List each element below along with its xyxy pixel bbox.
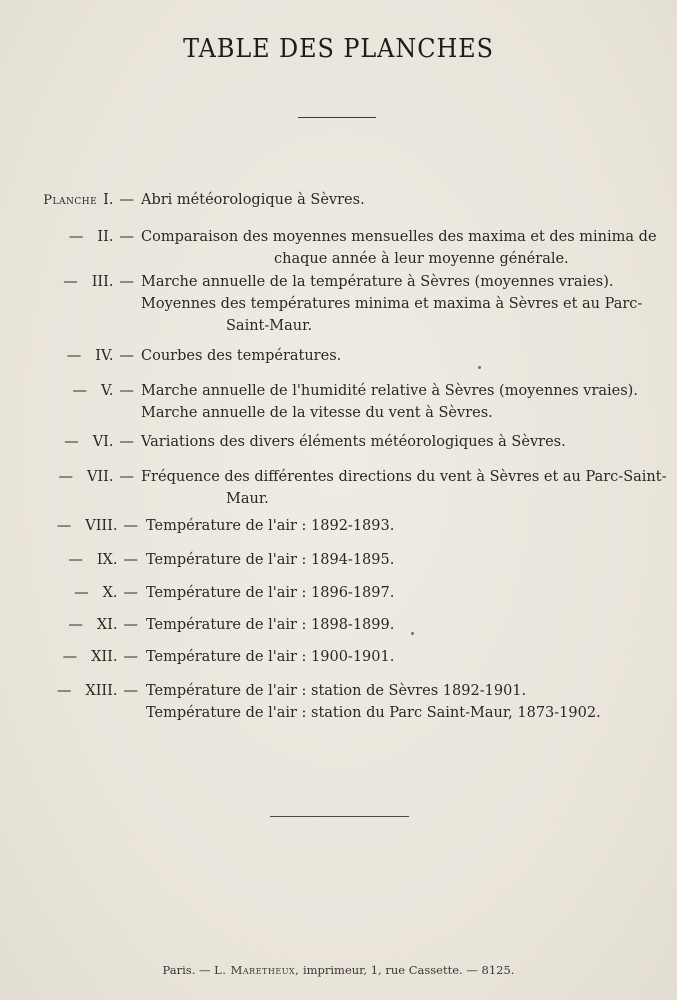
plate-label [58, 466, 134, 488]
plate-numeral: VI. [92, 434, 114, 450]
plate-separator: — [123, 617, 138, 633]
paper-speck [411, 632, 414, 635]
plate-description [146, 680, 666, 724]
plate-label [69, 226, 134, 248]
plate-prefix: — [68, 617, 83, 633]
plate-numeral: IX. [96, 552, 118, 568]
plate-separator: — [119, 434, 134, 450]
plate-prefix: — [66, 348, 82, 364]
plate-prefix: — [56, 518, 72, 534]
plate-description [146, 614, 666, 636]
plate-label [67, 345, 134, 367]
footer-printer: L. Maretheux, [214, 963, 300, 977]
plate-numeral: II. [97, 229, 114, 245]
plate-separator: — [123, 649, 138, 665]
plate-description [146, 549, 666, 571]
plate-numeral: X. [102, 585, 118, 601]
title-divider [298, 117, 376, 118]
description-line: Moyennes des températures minima et maxima à Sèvres et au Parc- [141, 296, 643, 312]
description-line: Marche annuelle de la vitesse du vent à Sèvres. [141, 405, 493, 421]
description-line: Comparaison des moyennes mensuelles des maxima et des minima de [141, 229, 657, 245]
plate-numeral: XI. [96, 617, 118, 633]
plate-numeral: III. [91, 274, 114, 290]
plate-separator: — [119, 383, 134, 399]
description-line: Température de l'air : 1900-1901. [146, 649, 395, 665]
plate-separator: — [123, 585, 138, 601]
plate-description [141, 380, 661, 424]
description-line: Température de l'air : station de Sèvres 1892-1901. [146, 683, 527, 699]
plate-description [141, 271, 661, 337]
plate-label [72, 380, 134, 402]
plate-label [74, 582, 138, 604]
plate-label [43, 189, 134, 212]
plate-separator: — [119, 348, 134, 364]
footer-city: Paris. [162, 963, 196, 977]
plate-separator: — [123, 552, 138, 568]
plate-separator: — [123, 683, 138, 699]
plate-description [141, 431, 661, 453]
plate-prefix: — [56, 683, 72, 699]
plate-description [141, 345, 661, 367]
plate-numeral: VIII. [85, 518, 118, 534]
paper-speck [478, 366, 481, 369]
plate-label [57, 680, 138, 702]
description-line: Variations des divers éléments météorologiques à Sèvres. [141, 434, 566, 450]
page-title: TABLE DES PLANCHES [183, 34, 494, 64]
plate-prefix: — [58, 469, 73, 485]
plate-separator: — [119, 229, 134, 245]
footer-sep-1: — [199, 963, 211, 977]
plate-prefix: — [68, 552, 83, 568]
plate-description [141, 466, 667, 510]
plate-numeral: XII. [91, 649, 118, 665]
printer-footer [0, 963, 677, 977]
description-line: Abri météorologique à Sèvres. [141, 192, 365, 208]
plate-label [68, 614, 138, 636]
plate-prefix: — [68, 229, 84, 245]
plate-prefix: Planche [43, 193, 98, 208]
plate-numeral: V. [100, 383, 114, 399]
description-line: Température de l'air : 1892-1893. [146, 518, 395, 534]
description-line: Saint-Maur. [226, 318, 313, 334]
plate-numeral: XIII. [85, 683, 118, 699]
plate-separator: — [119, 274, 134, 290]
footer-number: 8125. [481, 963, 515, 977]
description-line: Température de l'air : 1894-1895. [146, 552, 395, 568]
plate-numeral: IV. [95, 348, 114, 364]
description-line: Température de l'air : station du Parc Saint-Maur, 1873-1902. [146, 705, 601, 721]
footer-sep-2: — [466, 963, 478, 977]
description-line: chaque année à leur moyenne générale. [274, 251, 569, 267]
plate-separator: — [119, 469, 134, 485]
plate-description [146, 515, 666, 537]
description-line: Température de l'air : 1896-1897. [146, 585, 395, 601]
plate-prefix: — [64, 434, 79, 450]
description-line: Courbes des températures. [141, 348, 342, 364]
description-line: Fréquence des différentes directions du vent à Sèvres et au Parc-Saint- [141, 469, 667, 485]
plate-label [64, 431, 134, 453]
plate-label [63, 646, 138, 668]
plate-label [63, 271, 134, 293]
description-line: Marche annuelle de la température à Sèvres (moyennes vraies). [141, 274, 614, 290]
plate-label [68, 549, 138, 571]
plate-separator: — [119, 192, 134, 208]
description-line: Marche annuelle de l'humidité relative à Sèvres (moyennes vraies). [141, 383, 638, 399]
footer-address: imprimeur, 1, rue Cassette. [302, 963, 463, 977]
plate-numeral: I. [103, 192, 114, 208]
plate-label [57, 515, 138, 537]
plate-prefix: — [72, 383, 87, 399]
plate-prefix: — [63, 274, 78, 290]
plate-description [141, 226, 661, 270]
plate-prefix: — [62, 649, 78, 665]
description-line: Température de l'air : 1898-1899. [146, 617, 395, 633]
plate-description [146, 582, 666, 604]
plate-prefix: — [74, 585, 89, 601]
plate-numeral: VII. [86, 469, 114, 485]
bottom-divider [270, 816, 409, 817]
plate-description [141, 189, 661, 211]
plate-description [146, 646, 666, 668]
plate-separator: — [123, 518, 138, 534]
description-line: Maur. [226, 491, 269, 507]
